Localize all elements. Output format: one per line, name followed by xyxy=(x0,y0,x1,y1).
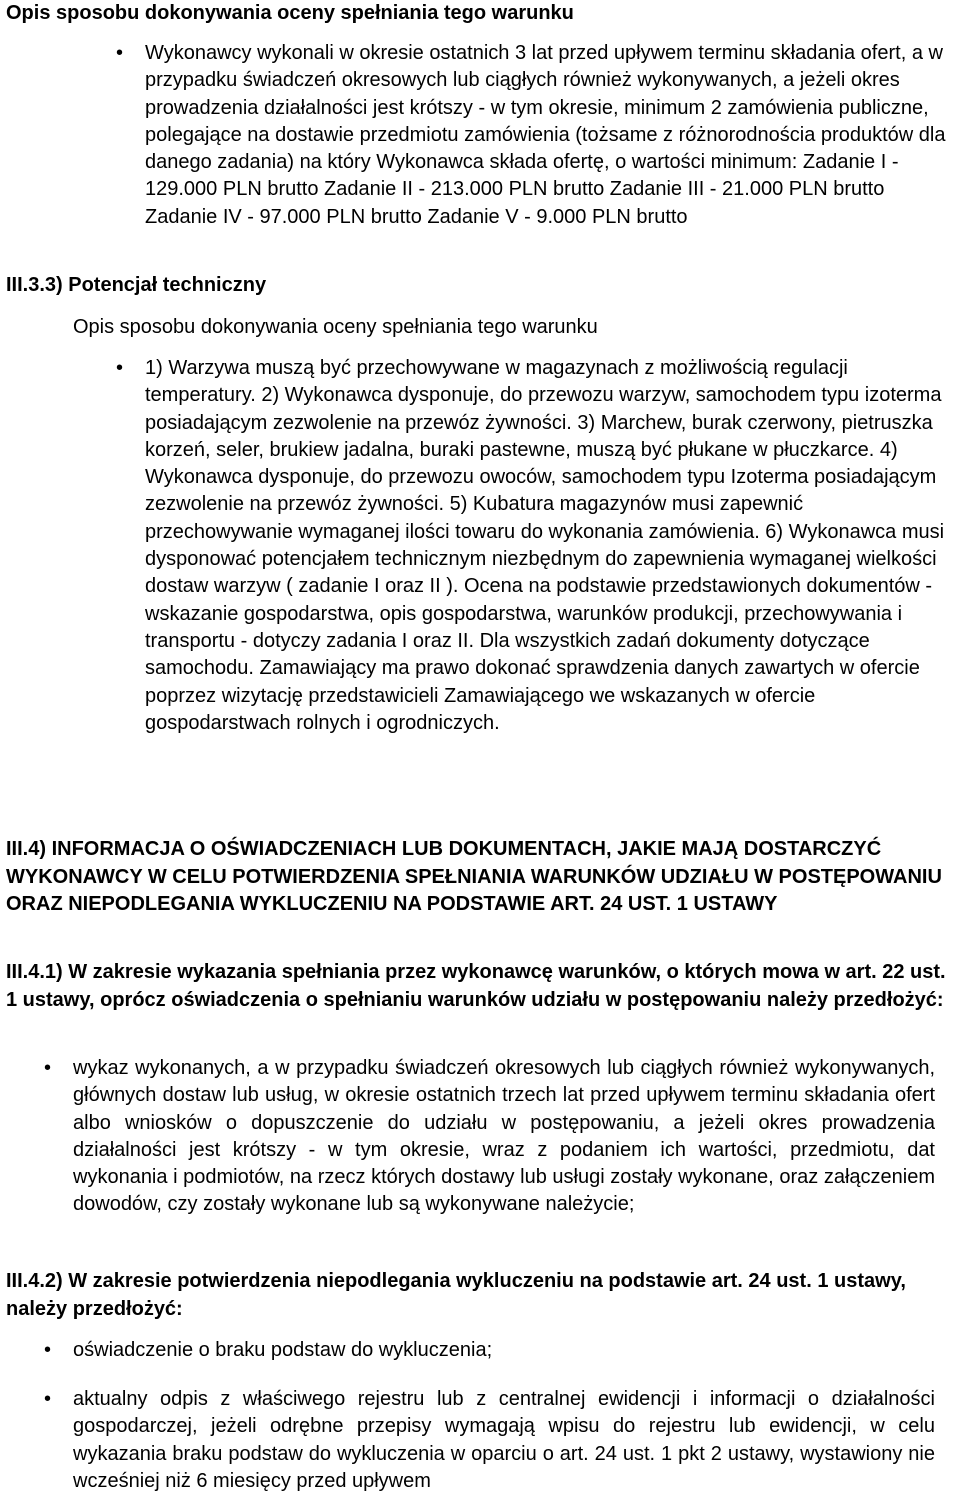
bullet-icon: • xyxy=(44,1339,52,1361)
bullet-icon: • xyxy=(116,357,124,379)
bullet-list-conditions xyxy=(44,1055,935,1219)
bullet-list-experience xyxy=(116,40,960,231)
list-item-text: wykaz wykonanych, a w przypadku świadczeń okresowych lub ciągłych również wykonywanych, głównych dostaw lub usług, w okresie ostatnich trzech lat przed upływem terminu składania ofert albo wniosków o dopuszczenie do udziału w postępowaniu, a jeżeli okres prowadzenia działalności jest krótszy - w tym okresie, wraz z podaniem ich wartości, przedmiotu, dat wykonania i podmiotów, na rzecz których dostawy lub usługi zostały wykonane, oraz załączeniem dowodów, czy zostały wykonane lub są wykonywane należycie; xyxy=(73,1057,935,1216)
list-item-text: Wykonawcy wykonali w okresie ostatnich 3 lat przed upływem terminu składania ofert, a w przypadku świadczeń okresowych lub ciągłych również wykonywanych, a jeżeli okres prowadzenia działalności jest krótszy - w tym okresie, minimum 2 zamówienia publiczne, polegające na dostawie przedmiotu zamówienia (tożsame z różnorodnościa produktów dla danego zadania) na który Wykonawca składa ofertę, o wartości minimum: Zadanie I - 129.000 PLN brutto Zadanie II - 213.000 PLN brutto Zadanie III - 21.000 PLN brutto Zadanie IV - 97.000 PLN brutto Zadanie V - 9.000 PLN brutto xyxy=(145,42,946,228)
bullet-icon: • xyxy=(44,1057,52,1079)
bullet-list-exclusion xyxy=(44,1337,935,1364)
list-item xyxy=(116,40,960,231)
subsection-title-conditions: III.4.1) W zakresie wykazania spełniania przez wykonawcę warunków, o których mowa w art. 22 ust. 1 ustawy, oprócz oświadczenia o spełnianiu warunków udziału w postępowaniu należy przedłożyć: xyxy=(6,961,946,1011)
bullet-list-exclusion-2 xyxy=(44,1386,935,1495)
subsection-title-exclusion: III.4.2) W zakresie potwierdzenia niepodlegania wykluczeniu na podstawie art. 24 ust. 1 ustawy, należy przedłożyć: xyxy=(6,1270,906,1320)
section-heading-assessment-2: Opis sposobu dokonywania oceny spełniania tego warunku xyxy=(73,316,598,338)
list-item xyxy=(116,355,945,737)
section-title-documents: III.4) INFORMACJA O OŚWIADCZENIACH LUB DOKUMENTACH, JAKIE MAJĄ DOSTARCZYĆ WYKONAWCY W CELU POTWIERDZENIA SPEŁNIANIA WARUNKÓW UDZIAŁU W POSTĘPOWANIU ORAZ NIEPODLEGANIA WYKLUCZENIU NA PODSTAWIE ART. 24 UST. 1 USTAWY xyxy=(6,838,942,915)
list-item xyxy=(44,1386,935,1495)
bullet-icon: • xyxy=(44,1388,52,1410)
list-item-text: oświadczenie o braku podstaw do wykluczenia; xyxy=(73,1339,493,1361)
bullet-list-technical xyxy=(116,355,945,737)
list-item xyxy=(44,1337,935,1364)
bullet-icon: • xyxy=(116,42,124,64)
list-item-text: aktualny odpis z właściwego rejestru lub z centralnej ewidencji i informacji o działalności gospodarczej, jeżeli odrębne przepisy wymagają wpisu do rejestru lub ewidencji, w celu wykazania braku podstaw do wykluczenia w oparciu o art. 24 ust. 1 pkt 2 ustawy, wystawiony nie wcześniej niż 6 miesięcy przed upływem xyxy=(73,1388,935,1492)
heading-text: Opis sposobu dokonywania oceny spełniania tego warunku xyxy=(6,2,574,24)
section-heading-assessment xyxy=(6,0,946,28)
list-item-text: 1) Warzywa muszą być przechowywane w magazynach z możliwością regulacji temperatury. 2) Wykonawca dysponuje, do przewozu warzyw, samochodem typu izoterma posiadającym zezwolenie na przewóz żywności. 3) Marchew, burak czerwony, pietruszka korzeń, seler, brukiew jadalna, buraki pastewne, muszą być płukane w płuczkarce. 4) Wykonawca dysponuje, do przewozu owoców, samochodem typu Izoterma posiadającym zezwolenie na przewóz żywności. 5) Kubatura magazynów musi zapewnić przechowywanie wymaganej ilości towaru do wykonania zamówienia. 6) Wykonawca musi dysponować potencjałem technicznym niezbędnym do zapewnienia wymaganej wielkości dostaw warzyw ( zadanie I oraz II ). Ocena na podstawie przedstawionych dokumentów - wskazanie gospodarstwa, opis gospodarstwa, warunków produkcji, przechowywania i transportu - dotyczy zadania I oraz II. Dla wszystkich zadań dokumenty dotyczące samochodu. Zamawiający ma prawo dokonać sprawdzenia danych zawartych w ofercie poprzez wizytację przedstawicieli Zamawiającego we wskazanych w ofercie gospodarstwach rolnych i ogrodniczych. xyxy=(145,357,945,734)
section-title-technical-potential: III.3.3) Potencjał techniczny xyxy=(6,274,267,296)
list-item xyxy=(44,1055,935,1219)
